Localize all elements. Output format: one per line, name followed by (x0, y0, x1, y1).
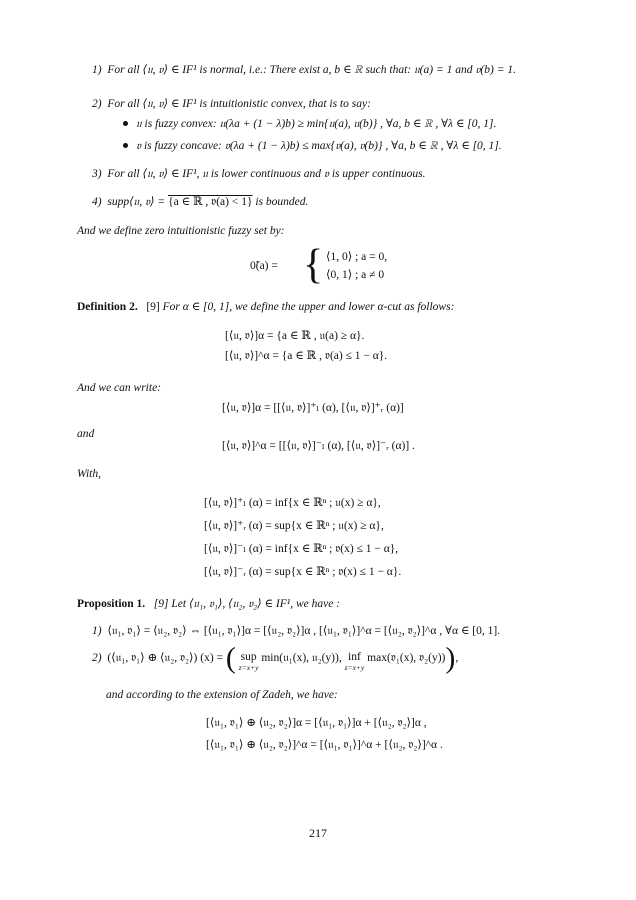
zero-intro: And we define zero intuitionistic fuzzy set by: (77, 225, 285, 237)
definition-cite: [9] (146, 301, 160, 313)
proposition-item-1-label: 1) (92, 625, 102, 637)
proposition-item-2-sup (239, 652, 259, 671)
item-3-label: 3) (92, 168, 102, 180)
proposition-item-2-end: max(𝔳₁(x), 𝔳₂(y)) (364, 652, 446, 664)
page-number: 217 (309, 826, 327, 840)
zero-def-case-1: ⟨1, 0⟩ ; a = 0, (326, 251, 388, 263)
proposition-item-2-inf (345, 652, 365, 671)
item-2-label: 2) (92, 98, 102, 110)
item-3-text: For all ⟨𝔲, 𝔳⟩ ∈ IF¹, 𝔲 is lower continuous and 𝔳 is upper continuous. (107, 168, 426, 180)
proposition-item-2-close-paren: ) (445, 641, 456, 675)
and-word: and (77, 428, 95, 440)
zadeh-eq-1: [⟨𝔲₁, 𝔳₁⟩ ⊕ ⟨𝔲₂, 𝔳₂⟩]α = [⟨𝔲₁, 𝔳₁⟩]α + [⟨𝔲₂, 𝔳₂⟩]α , (206, 717, 427, 729)
with-word: With, (77, 468, 101, 480)
with-eq-4: [⟨𝔲, 𝔳⟩]⁻ᵣ (α) = sup{x ∈ ℝⁿ ; 𝔳(x) ≤ 1 − α}. (204, 566, 402, 578)
proposition-heading: Proposition 1. (77, 598, 146, 610)
sup-operator: sup (240, 651, 257, 663)
and-eq: [⟨𝔲, 𝔳⟩]^α = [[⟨𝔲, 𝔳⟩]⁻ₗ (α), [⟨𝔲, 𝔳⟩]⁻ᵣ (α)] . (222, 440, 415, 452)
proposition-1 (77, 598, 340, 612)
inf-operator: inf (348, 651, 361, 663)
bullet-2-text: 𝔳 is fuzzy concave: 𝔳(λa + (1 − λ)b) ≤ max{𝔳(a), 𝔳(b)} , ∀a, b ∈ ℝ , ∀λ ∈ [0, 1]. (136, 140, 502, 152)
item-1-label: 1) (92, 64, 102, 76)
proposition-item-2-label: 2) (92, 652, 102, 664)
proposition-item-2-mid: min(𝔲₁(x), 𝔲₂(y)), (258, 652, 345, 664)
item-4 (92, 196, 308, 210)
proposition-item-1-text: ⟨𝔲₁, 𝔳₁⟩ = ⟨𝔲₂, 𝔳₂⟩ ⇔ [⟨𝔲₁, 𝔳₁⟩]α = [⟨𝔲₂, 𝔳₂⟩]α , [⟨𝔲₁, 𝔳₁⟩]^α = [⟨𝔲₂, 𝔳₂⟩]^α , ∀α ∈ [0, 1]. (107, 625, 501, 637)
proposition-item-2-open-paren: ( (225, 641, 236, 675)
definition-text: For α ∈ [0, 1], we define the upper and lower α-cut as follows: (162, 301, 455, 313)
zero-def-case-2: ⟨0, 1⟩ ; a ≠ 0 (326, 269, 385, 281)
write-intro: And we can write: (77, 382, 161, 394)
zadeh-intro: and according to the extension of Zadeh, we have: (106, 689, 338, 701)
item-2 (92, 98, 371, 112)
definition-heading: Definition 2. (77, 301, 138, 313)
proposition-item-2-lhs: (⟨𝔲₁, 𝔳₁⟩ ⊕ ⟨𝔲₂, 𝔳₂⟩) (x) = (107, 652, 224, 664)
sup-subscript: z=x+y (238, 662, 259, 672)
item-4-post: is bounded. (252, 196, 309, 208)
item-1 (92, 64, 516, 78)
proposition-text: [9] Let ⟨𝔲₁, 𝔳₁⟩, ⟨𝔲₂, 𝔳₂⟩ ∈ IF¹, we have : (153, 598, 341, 610)
item-2-text: For all ⟨𝔲, 𝔳⟩ ∈ IF¹ is intuitionistic convex, that is to say: (107, 98, 371, 110)
bullet-icon (123, 143, 128, 148)
bullet-fuzzy-convex (123, 118, 496, 132)
item-4-pre: supp⟨𝔲, 𝔳⟩ = (107, 196, 169, 208)
item-4-set: {a ∈ ℝ , 𝔳(a) < 1} (168, 196, 253, 208)
proposition-item-2 (92, 641, 459, 675)
write-eq: [⟨𝔲, 𝔳⟩]α = [[⟨𝔲, 𝔳⟩]⁺ₗ (α), [⟨𝔲, 𝔳⟩]⁺ᵣ (α)] (222, 402, 404, 414)
proposition-item-2-comma: , (455, 652, 459, 664)
bullet-fuzzy-concave (123, 140, 502, 154)
bullet-icon (123, 121, 128, 126)
with-eq-2: [⟨𝔲, 𝔳⟩]⁺ᵣ (α) = sup{x ∈ ℝⁿ ; 𝔲(x) ≥ α}, (204, 520, 384, 532)
definition-eq-lower: [⟨𝔲, 𝔳⟩]^α = {a ∈ ℝ , 𝔳(a) ≤ 1 − α}. (225, 350, 388, 362)
item-4-label: 4) (92, 196, 102, 208)
inf-subscript: z=x+y (344, 662, 365, 672)
bullet-1-text: 𝔲 is fuzzy convex: 𝔲(λa + (1 − λ)b) ≥ min{𝔲(a), 𝔲(b)} , ∀a, b ∈ ℝ , ∀λ ∈ [0, 1]. (136, 118, 497, 130)
with-eq-1: [⟨𝔲, 𝔳⟩]⁺ₗ (α) = inf{x ∈ ℝⁿ ; 𝔲(x) ≥ α}, (204, 497, 381, 509)
item-1-text: For all ⟨𝔲, 𝔳⟩ ∈ IF¹ is normal, i.e.: There exist a, b ∈ ℝ such that: 𝔲(a) = 1 and 𝔳(b) = 1. (107, 64, 516, 76)
zero-def-brace: { (303, 242, 324, 288)
item-3 (92, 168, 425, 182)
zadeh-eq-2: [⟨𝔲₁, 𝔳₁⟩ ⊕ ⟨𝔲₂, 𝔳₂⟩]^α = [⟨𝔲₁, 𝔳₁⟩]^α + [⟨𝔲₂, 𝔳₂⟩]^α . (206, 739, 443, 751)
with-eq-3: [⟨𝔲, 𝔳⟩]⁻ₗ (α) = inf{x ∈ ℝⁿ ; 𝔳(x) ≤ 1 − α}, (204, 543, 399, 555)
zero-def-lhs: 0̃(a) = (250, 260, 278, 272)
proposition-item-1 (92, 625, 500, 639)
definition-2 (77, 301, 454, 315)
definition-eq-upper: [⟨𝔲, 𝔳⟩]α = {a ∈ ℝ , 𝔲(a) ≥ α}. (225, 330, 365, 342)
